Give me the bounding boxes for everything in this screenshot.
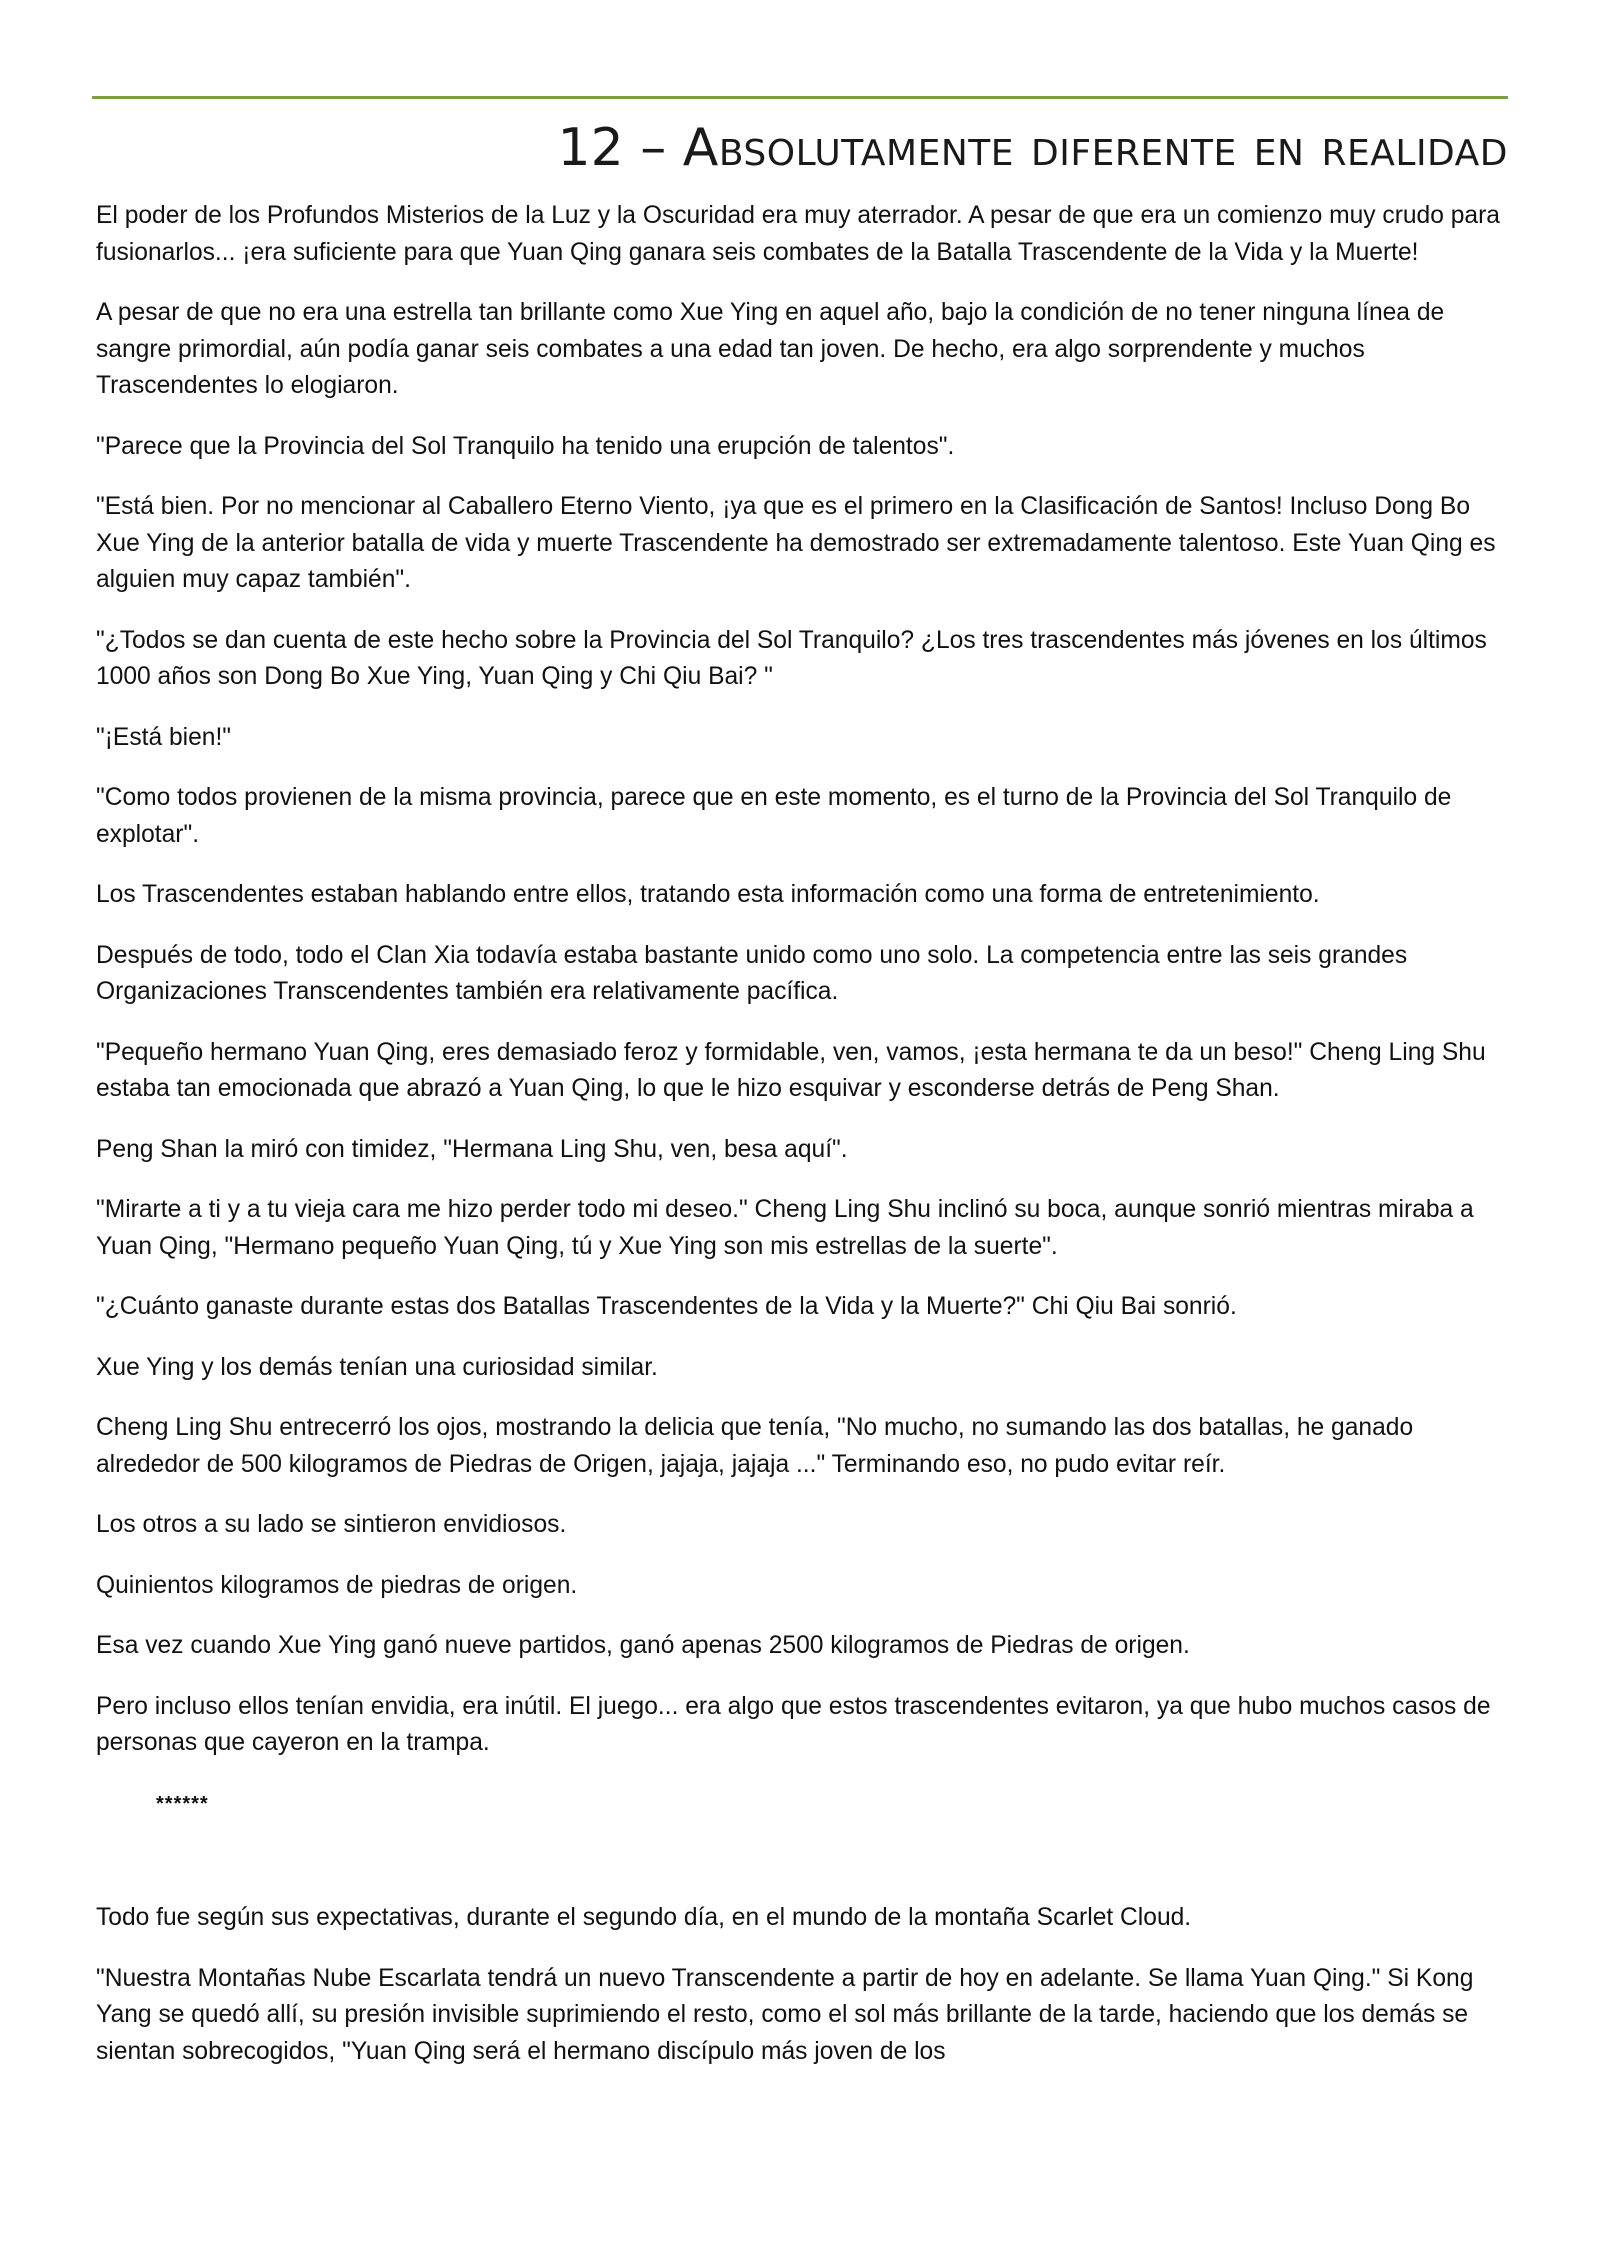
paragraph: Pero incluso ellos tenían envidia, era inútil. El juego... era algo que estos trascendentes evitaron, ya que hubo muchos casos de personas que cayeron en la trampa. [96, 1692, 1491, 1756]
chapter-number: 12 [557, 118, 624, 178]
scene-separator: ****** [156, 1792, 209, 1815]
chapter-body [96, 198, 1508, 2094]
paragraph: "¿Cuánto ganaste durante estas dos Batallas Trascendentes de la Vida y la Muerte?" Chi Qiu Bai sonrió. [96, 1293, 1237, 1320]
paragraph: "Nuestra Montañas Nube Escarlata tendrá un nuevo Transcendente a partir de hoy en adelante. Se llama Yuan Qing." Si Kong Yang se quedó allí, su presión invisible suprimiendo el resto, como el sol más brillante de la tarde, haciendo que los demás se sientan sobrecogidos, "Yuan Qing será el hermano discípulo más joven de los [96, 1964, 1474, 2065]
paragraph: Los Trascendentes estaban hablando entre ellos, tratando esta información como una forma de entretenimiento. [96, 881, 1320, 908]
paragraph: "Mirarte a ti y a tu vieja cara me hizo perder todo mi deseo." Cheng Ling Shu inclinó su boca, aunque sonrió mientras miraba a Yuan Qing, "Hermano pequeño Yuan Qing, tú y Xue Ying son mis estrellas de la suerte". [96, 1196, 1474, 1260]
paragraph: Quinientos kilogramos de piedras de origen. [96, 1571, 578, 1599]
chapter-dash: – [640, 118, 667, 178]
chapter-title-text: Absolutamente diferente en realidad [682, 118, 1508, 178]
paragraph: "Parece que la Provincia del Sol Tranquilo ha tenido una erupción de talentos". [96, 432, 955, 460]
paragraph: "Como todos provienen de la misma provincia, parece que en este momento, es el turno de la Provincia del Sol Tranquilo de explotar". [96, 784, 1452, 848]
paragraph: Después de todo, todo el Clan Xia todavía estaba bastante unido como uno solo. La competencia entre las seis grandes Organizaciones Transcendentes también era relativamente pacífica. [96, 941, 1408, 1005]
paragraph: Peng Shan la miró con timidez, "Hermana Ling Shu, ven, besa aquí". [96, 1135, 848, 1163]
paragraph: A pesar de que no era una estrella tan brillante como Xue Ying en aquel año, bajo la condición de no tener ninguna línea de sangre primordial, aún podía ganar seis combates a una edad tan joven. De hecho, era algo sorprendente y muchos Trascendentes lo elogiaron. [96, 299, 1445, 399]
paragraph: El poder de los Profundos Misterios de la Luz y la Oscuridad era muy aterrador. A pesar de que era un comienzo muy crudo para fusionarlos... ¡era suficiente para que Yuan Qing ganara seis combates de la Batalla Trascendente de la Vida y la Muerte! [96, 202, 1500, 266]
chapter-title [558, 112, 1508, 184]
paragraph: Esa vez cuando Xue Ying ganó nueve partidos, ganó apenas 2500 kilogramos de Piedras de origen. [96, 1632, 1190, 1659]
header-rule [92, 96, 1508, 99]
paragraph: "¿Todos se dan cuenta de este hecho sobre la Provincia del Sol Tranquilo? ¿Los tres trascendentes más jóvenes en los últimos 1000 años son Dong Bo Xue Ying, Yuan Qing y Chi Qiu Bai? " [96, 626, 1487, 690]
paragraph: "Está bien. Por no mencionar al Caballero Eterno Viento, ¡ya que es el primero en la Clasificación de Santos! Incluso Dong Bo Xue Ying de la anterior batalla de vida y muerte Trascendente ha demostrado ser extremadamente talentoso. Este Yuan Qing es alguien muy capaz también". [96, 493, 1496, 593]
paragraph: "Pequeño hermano Yuan Qing, eres demasiado feroz y formidable, ven, vamos, ¡esta hermana te da un beso!" Cheng Ling Shu estaba tan emocionada que abrazó a Yuan Qing, lo que le hizo esquivar y esconderse detrás de Peng Shan. [96, 1038, 1486, 1102]
paragraph: Todo fue según sus expectativas, durante el segundo día, en el mundo de la montaña Scarlet Cloud. [96, 1904, 1192, 1931]
paragraph: Los otros a su lado se sintieron envidiosos. [96, 1511, 567, 1538]
paragraph: "¡Está bien!" [96, 723, 232, 751]
paragraph: Xue Ying y los demás tenían una curiosidad similar. [96, 1353, 658, 1381]
paragraph: Cheng Ling Shu entrecerró los ojos, mostrando la delicia que tenía, "No mucho, no sumando las dos batallas, he ganado alrededor de 500 kilogramos de Piedras de Origen, jajaja, jajaja ..." Terminando eso, no pudo evitar reír. [96, 1414, 1414, 1478]
